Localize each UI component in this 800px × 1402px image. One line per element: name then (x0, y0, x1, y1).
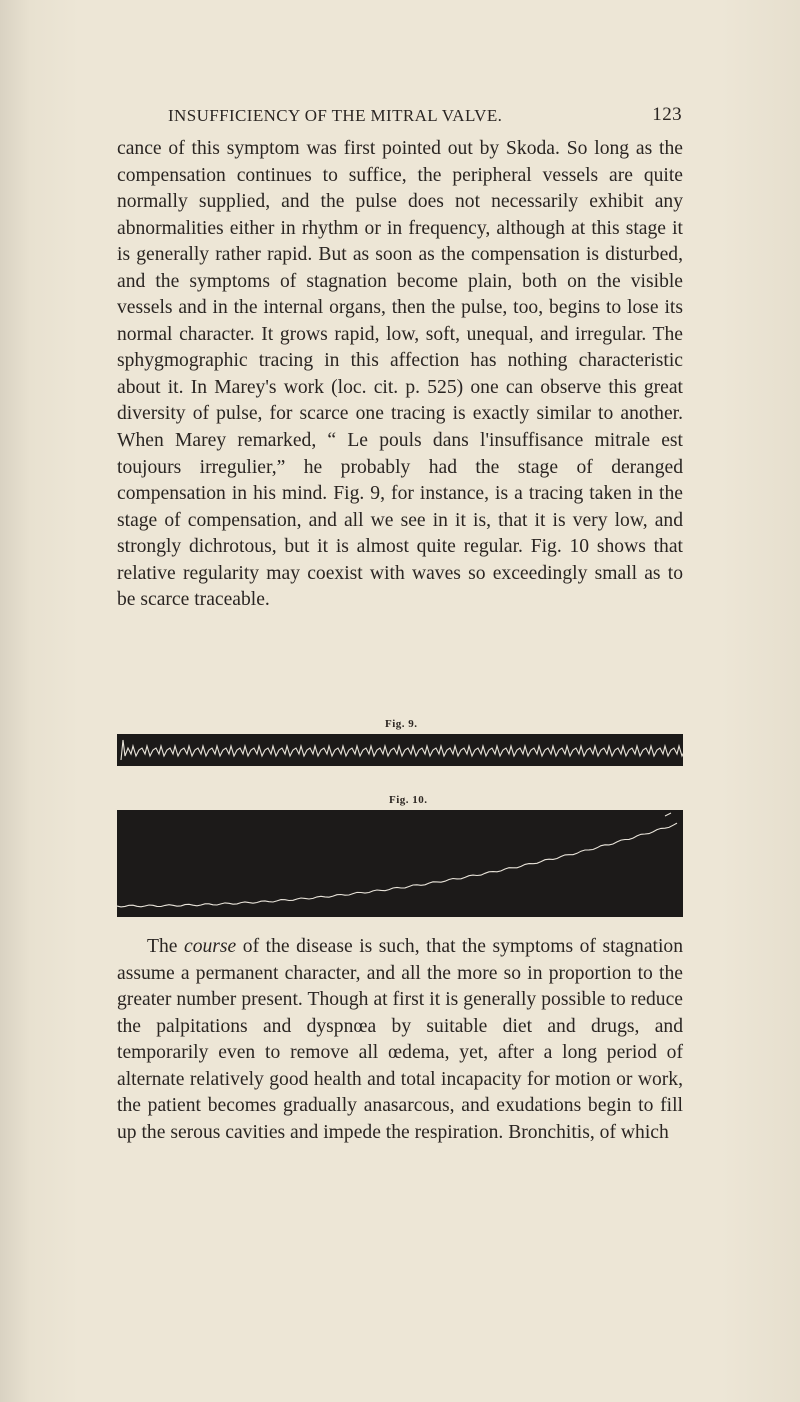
running-title: INSUFFICIENCY OF THE MITRAL VALVE. (168, 106, 503, 125)
figure-10-svg (117, 810, 683, 917)
page-header (148, 106, 682, 132)
paragraph2-body: of the disease is such, that the symptoms of stagnation assume a permanent character, and all the more so in proportion to the greater number present. Though at first it is generally possible to reduce the palpitations and dyspnœa by suitable diet and drugs, and temporarily even to remove all œdema, yet, after a long period of alternate relatively good health and total incapacity for motion or work, the patient becomes gradually anasarcous, and exudations begin to fill up the serous cavities and impede the respiration. Bronchitis, of which (117, 936, 683, 1143)
figure-10-pulse-line (117, 823, 677, 907)
paragraph2-italic-term: course (184, 936, 237, 957)
figure-9-caption: Fig. 9. (385, 718, 418, 730)
paragraph-course-of-disease (117, 934, 683, 1146)
figure-9-pulse-line (121, 740, 683, 760)
figure-9-sphygmograph-tracing (117, 734, 683, 766)
paragraph-mitral-pulse: cance of this symptom was first pointed out by Skoda. So long as the compensation continues to suffice, the peripheral vessels are quite normally supplied, and the pulse does not necessarily exhibit any abnormalities either in rhythm or in frequency, although at this stage it is generally rather rapid. But as soon as the compensation is disturbed, and the symptoms of stagnation become plain, both on the visible vessels and in the internal organs, then the pulse, too, begins to lose its normal character. It grows rapid, low, soft, unequal, and irregular. The sphygmographic tracing in this affection has nothing characteristic about it. In Marey's work (loc. cit. p. 525) one can observe this great diversity of pulse, for scarce one tracing is exactly similar to another. When Marey remarked, “ Le pouls dans l'insuffisance mitrale est toujours irregulier,” he probably had the stage of deranged compensation in his mind. Fig. 9, for instance, is a tracing taken in the stage of compensation, and all we see in it is, that it is very low, and strongly dichrotous, but it is almost quite regular. Fig. 10 shows that relative regularity may coexist with waves so exceedingly small as to be scarce traceable. (117, 138, 683, 611)
figure-9-svg (117, 734, 683, 766)
paragraph2-lead: The (147, 936, 184, 957)
figure-10-end-mark (665, 813, 671, 816)
page-number: 123 (652, 104, 682, 125)
figure-10-caption: Fig. 10. (389, 794, 428, 806)
figure-10-sphygmograph-tracing (117, 810, 683, 917)
